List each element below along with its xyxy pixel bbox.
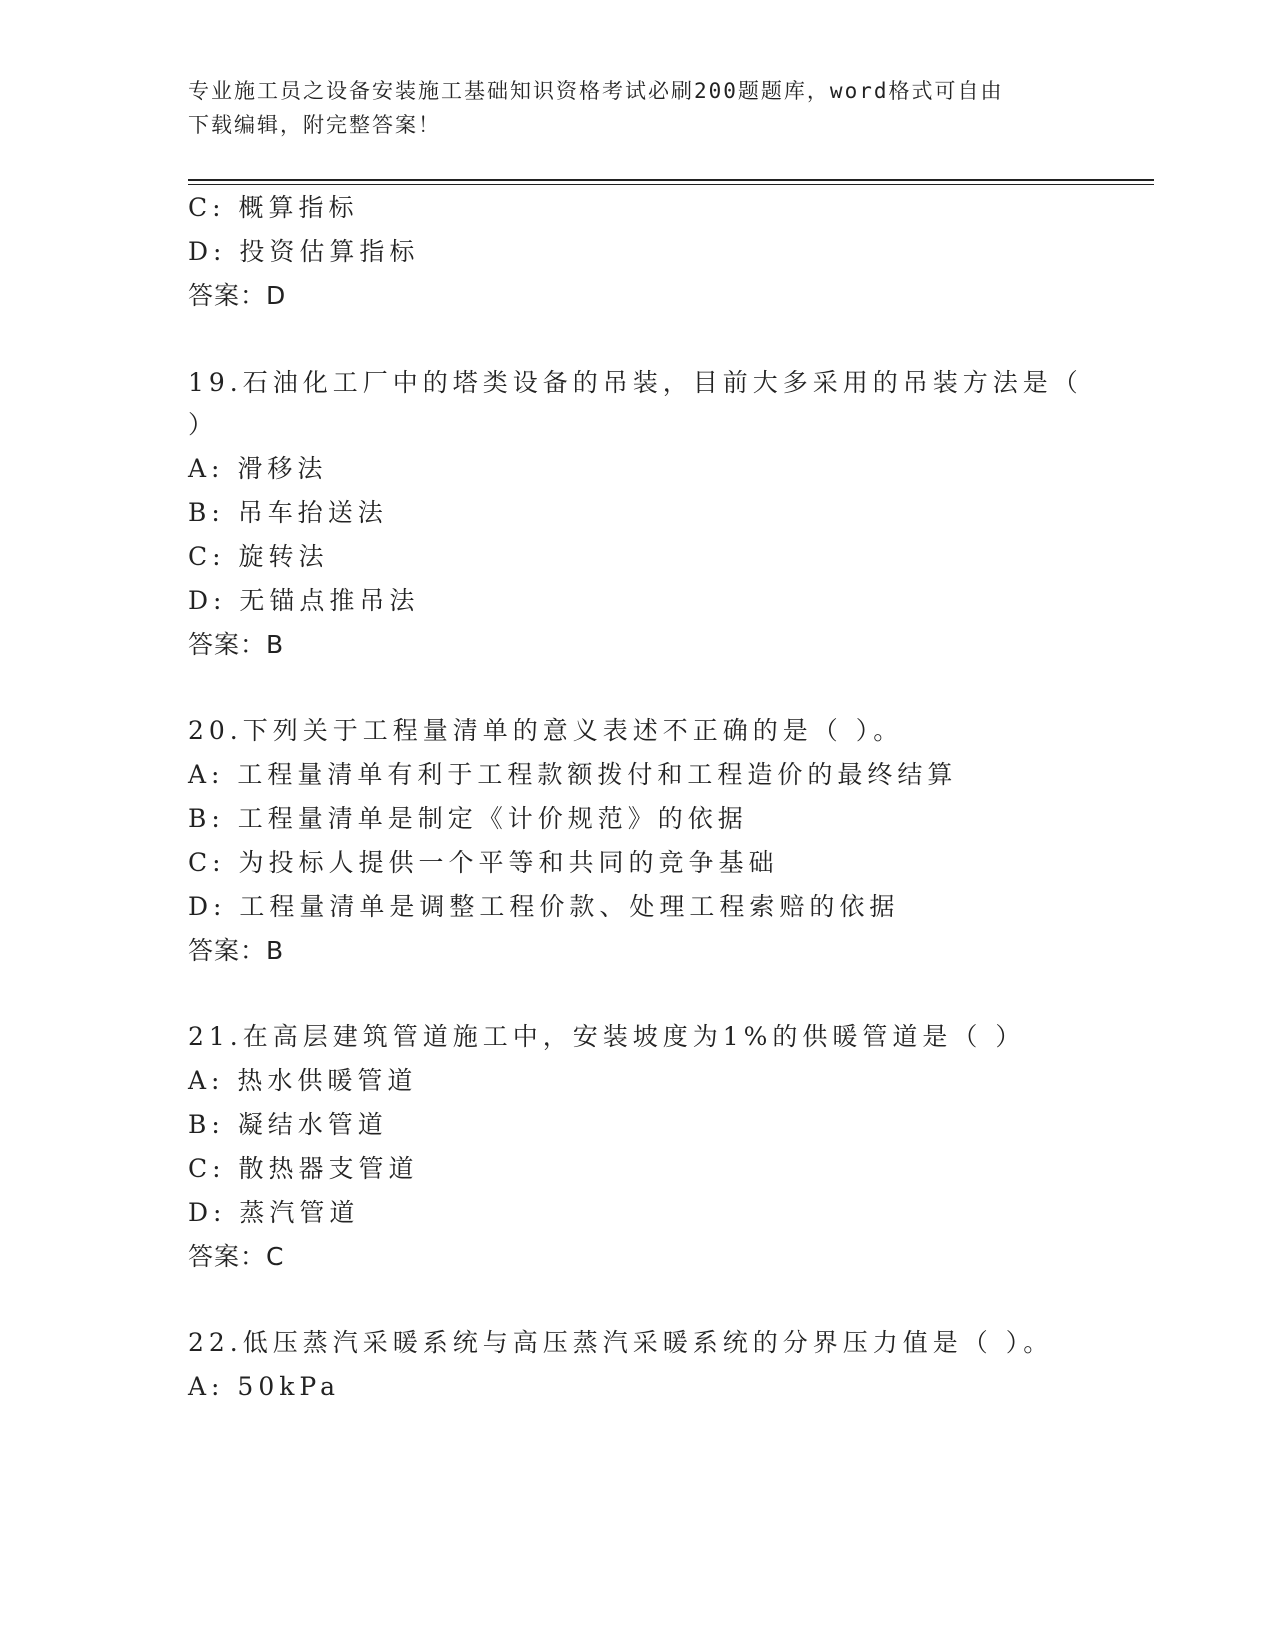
option-a-q19: A: 滑移法 xyxy=(188,454,328,483)
answer-q18: 答案：D xyxy=(188,281,287,310)
option-d-q20: D: 工程量清单是调整工程价款、处理工程索赔的依据 xyxy=(188,892,900,921)
document-header xyxy=(188,74,1068,142)
option-c-q18: C: 概算指标 xyxy=(188,193,359,222)
question-20-stem: 20.下列关于工程量清单的意义表述不正确的是（ ）。 xyxy=(188,716,904,745)
answer-q19: 答案：B xyxy=(188,630,285,659)
option-d-q18: D: 投资估算指标 xyxy=(188,237,420,266)
header-divider-thin xyxy=(188,184,1154,185)
option-d-q21: D: 蒸汽管道 xyxy=(188,1198,360,1227)
answer-q21: 答案：C xyxy=(188,1242,285,1271)
question-19-stem: 19.石油化工厂中的塔类设备的吊装，目前大多采用的吊装方法是（ xyxy=(188,368,1083,397)
option-b-q20: B: 工程量清单是制定《计价规范》的依据 xyxy=(188,804,748,833)
header-divider-thick xyxy=(188,179,1154,181)
option-a-q22: A: 50kPa xyxy=(188,1372,340,1401)
option-c-q21: C: 散热器支管道 xyxy=(188,1154,419,1183)
option-a-q21: A: 热水供暖管道 xyxy=(188,1066,418,1095)
answer-q20: 答案：B xyxy=(188,936,285,965)
option-c-q20: C: 为投标人提供一个平等和共同的竞争基础 xyxy=(188,848,779,877)
option-a-q20: A: 工程量清单有利于工程款额拨付和工程造价的最终结算 xyxy=(188,760,958,789)
header-line-1: 专业施工员之设备安装施工基础知识资格考试必刷200题题库，word格式可自由 xyxy=(188,79,1004,103)
question-22-stem: 22.低压蒸汽采暖系统与高压蒸汽采暖系统的分界压力值是（ ）。 xyxy=(188,1328,1054,1357)
option-c-q19: C: 旋转法 xyxy=(188,542,329,571)
question-19-stem-cont: ） xyxy=(188,410,219,439)
option-b-q19: B: 吊车抬送法 xyxy=(188,498,388,527)
header-line-2: 下载编辑，附完整答案！ xyxy=(188,113,441,137)
option-d-q19: D: 无锚点推吊法 xyxy=(188,586,420,615)
question-21-stem: 21.在高层建筑管道施工中，安装坡度为1%的供暖管道是（ ） xyxy=(188,1022,1026,1051)
option-b-q21: B: 凝结水管道 xyxy=(188,1110,388,1139)
